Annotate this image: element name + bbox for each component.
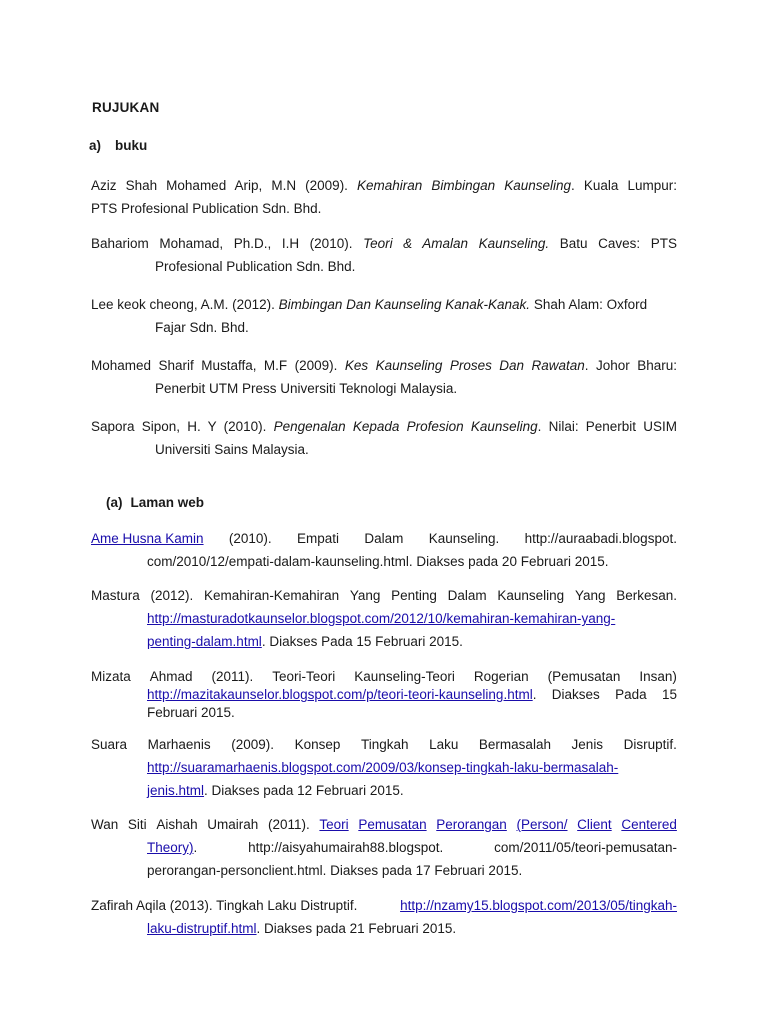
section-books-heading <box>89 138 147 153</box>
url-link[interactable]: http://masturadotkaunselor.blogspot.com/2012/10/kemahiran-kemahiran-yang- <box>147 611 616 626</box>
title-link[interactable]: Client <box>577 817 612 832</box>
title-link[interactable]: Teori <box>319 817 349 832</box>
title-link[interactable]: Centered <box>621 817 677 832</box>
reference-book-3: Lee keok cheong, A.M. (2012). Bimbingan Dan Kaunseling Kanak-Kanak. Shah Alam: Oxford Fajar Sdn. Bhd. <box>91 297 648 335</box>
reference-web-2: Mastura (2012). Kemahiran-Kemahiran Yang Penting Dalam Kaunseling Yang Berkesan. http://masturadotkaunselor.blogspot.com/2012/10/kemahiran-kemahiran-yang- penting-dalam.html. Diakses Pada 15 Februari 2015. <box>91 588 677 649</box>
url-link[interactable]: penting-dalam.html <box>147 634 262 649</box>
url-link[interactable]: http://mazitakaunselor.blogspot.com/p/teori-teori-kaunseling.html <box>147 687 533 702</box>
title-link[interactable]: Theory) <box>147 840 194 855</box>
page-title: RUJUKAN <box>92 100 160 115</box>
title-link[interactable]: (Person/ <box>516 817 568 832</box>
reference-book-2: Bahariom Mohamad, Ph.D., I.H (2010). Teori & Amalan Kaunseling. Batu Caves: PTS Profesional Publication Sdn. Bhd. <box>91 236 677 274</box>
url-link[interactable]: laku-distruptif.html <box>147 921 257 936</box>
url-link[interactable]: http://nzamy15.blogspot.com/2013/05/tingkah- <box>400 898 677 913</box>
url-link[interactable]: jenis.html <box>147 783 205 798</box>
section-web-heading <box>106 495 204 510</box>
title-link[interactable]: Perorangan <box>436 817 507 832</box>
reference-web-3: Mizata Ahmad (2011). Teori-Teori Kaunseling-Teori Rogerian (Pemusatan Insan) http://mazitakaunselor.blogspot.com/p/teori-teori-kaunseling.html. Diakses Pada 15 Februari 2015. <box>91 669 677 720</box>
section-marker: (a) <box>106 495 123 510</box>
reference-book-5: Sapora Sipon, H. Y (2010). Pengenalan Kepada Profesion Kaunseling. Nilai: Penerbit USIM Universiti Sains Malaysia. <box>91 419 677 457</box>
section-title: Laman web <box>130 495 205 510</box>
reference-book-1: Aziz Shah Mohamed Arip, M.N (2009). Kemahiran Bimbingan Kaunseling. Kuala Lumpur: PTS Profesional Publication Sdn. Bhd. <box>91 178 677 216</box>
reference-web-6: Zafirah Aqila (2013). Tingkah Laku Distruptif. http://nzamy15.blogspot.com/2013/05/tingkah- laku-distruptif.html. Diakses pada 21 Februari 2015. <box>91 894 677 940</box>
url-link[interactable]: http://suaramarhaenis.blogspot.com/2009/03/konsep-tingkah-laku-bermasalah- <box>147 760 619 775</box>
section-title: buku <box>115 138 148 153</box>
reference-book-4: Mohamed Sharif Mustaffa, M.F (2009). Kes Kaunseling Proses Dan Rawatan. Johor Bharu: Penerbit UTM Press Universiti Teknologi Malaysia. <box>91 358 677 396</box>
reference-web-5: Wan Siti Aishah Umairah (2011). Teori Pemusatan Perorangan (Person/ Client Centered Theory). http://aisyahumairah88.blogspot. com/2011/05/teori-pemusatan- perorangan-personclient.html. Diakses pada 17 Februari 2015. <box>91 813 677 882</box>
reference-web-1: Ame Husna Kamin (2010). Empati Dalam Kaunseling. http://auraabadi.blogspot. com/2010/12/empati-dalam-kaunseling.html. Diakses pada 20 Februari 2015. <box>91 527 677 573</box>
title-link[interactable]: Pemusatan <box>358 817 427 832</box>
section-marker: a) <box>89 138 102 153</box>
reference-web-4: Suara Marhaenis (2009). Konsep Tingkah Laku Bermasalah Jenis Disruptif. http://suaramarhaenis.blogspot.com/2009/03/konsep-tingkah-laku-bermasalah- jenis.html. Diakses pada 12 Februari 2015. <box>91 737 677 798</box>
author-link[interactable]: Ame Husna Kamin <box>91 531 204 546</box>
